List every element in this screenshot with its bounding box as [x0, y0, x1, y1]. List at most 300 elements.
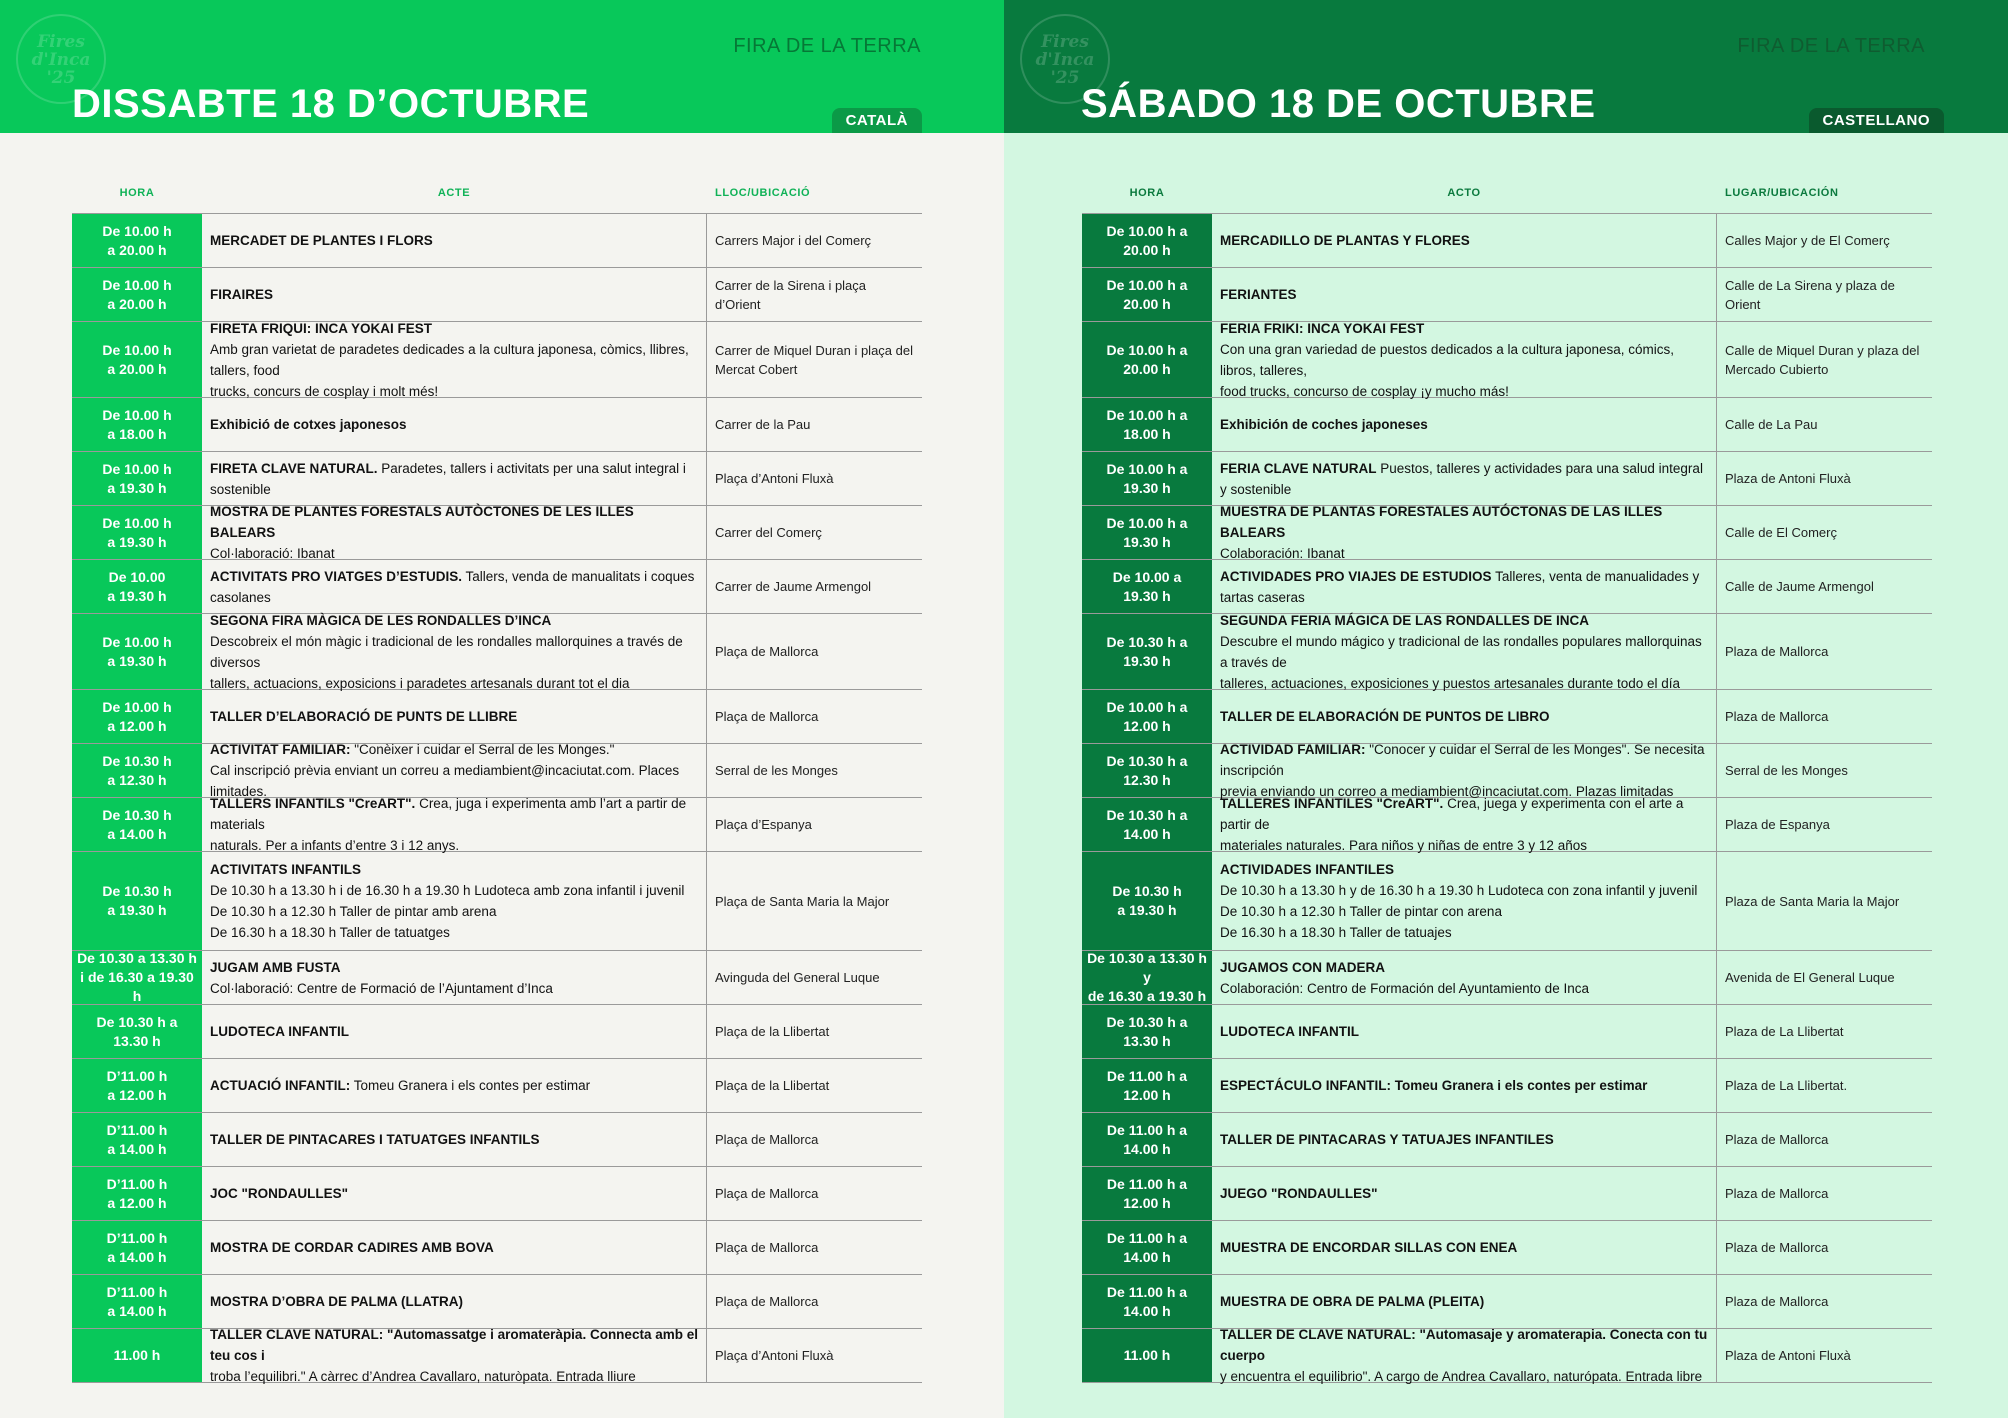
time-line: a 20.00 h: [107, 295, 167, 312]
event-first-line: [210, 957, 698, 978]
event-first-line: [210, 1237, 698, 1258]
table-header: [1082, 183, 1932, 214]
event-description: materiales naturales. Para niños y niñas de entre 3 y 12 años: [1220, 838, 1587, 853]
page-header: [1004, 0, 2008, 133]
place-cell: Plaza de Antoni Fluxà: [1725, 471, 1851, 486]
place-cell: Plaza de Antoni Fluxà: [1725, 1348, 1851, 1363]
table-row: [72, 1113, 922, 1167]
event-description: Colaboración: Ibanat: [1220, 546, 1345, 561]
event-description: Amb gran varietat de paradetes dedicades a la cultura japonesa, còmics, llibres, tallers, food: [210, 341, 689, 378]
event-first-line: [1220, 1021, 1708, 1042]
event-cell: [202, 744, 707, 797]
event-cell: [1212, 690, 1717, 743]
event-first-line: [1220, 1183, 1708, 1204]
event-description: Col·laboració: Ibanat: [210, 546, 335, 561]
time-text: [97, 1013, 178, 1051]
time-cell: [72, 798, 202, 851]
event-description: Con una gran variedad de puestos dedicados a la cultura japonesa, cómics, libros, talleres,: [1220, 341, 1675, 378]
event-first-line: [210, 566, 698, 608]
time-line: De 10.00: [108, 568, 166, 585]
event-title: ACTIVITATS PRO VIATGES D’ESTUDIS.: [210, 568, 463, 584]
time-line: De 10.00 h: [102, 514, 172, 531]
event-cell: [1212, 614, 1717, 689]
event-cell: [202, 852, 707, 950]
table-row: [1082, 452, 1932, 506]
time-line: de 16.30 a 19.30 h: [1087, 988, 1207, 1004]
table-row: [72, 214, 922, 268]
event-cell: [202, 1167, 707, 1220]
time-line: 14.00 h: [1123, 1248, 1171, 1265]
time-line: De 10.00 h a: [1106, 222, 1188, 239]
fair-name: FIRA DE LA TERRA: [733, 35, 921, 57]
event-first-line: [210, 1021, 698, 1042]
table-row: [1082, 1275, 1932, 1329]
time-line: De 10.00 h: [102, 460, 172, 477]
event-title: FIRETA CLAVE NATURAL.: [210, 460, 378, 476]
time-cell: [1082, 506, 1212, 559]
table-row: [72, 1059, 922, 1113]
event-cell: [1212, 798, 1717, 851]
place-cell: Serral de les Monges: [1725, 763, 1848, 778]
time-line: 11.00 h: [1123, 1347, 1171, 1363]
time-cell: [72, 614, 202, 689]
event-first-line: [210, 793, 698, 835]
event-cell: [202, 322, 707, 397]
time-cell: [1082, 1329, 1212, 1382]
page-title: DISSABTE 18 D’OCTUBRE: [72, 82, 590, 126]
event-cell: [1212, 506, 1717, 559]
page-title: SÁBADO 18 DE OCTUBRE: [1081, 82, 1596, 126]
event-first-line: [1220, 318, 1708, 339]
time-text: [102, 222, 171, 260]
time-text: [1124, 1346, 1171, 1365]
event-title: ACTUACIÓ INFANTIL:: [210, 1078, 351, 1093]
time-line: 14.00 h: [1123, 1140, 1171, 1157]
event-inline-description: Crea, juega y experimenta con el arte a partir de: [1220, 796, 1684, 832]
place-cell: Plaça de Mallorca: [715, 644, 819, 659]
event-title: TALLER D’ELABORACIÓ DE PUNTS DE LLIBRE: [210, 709, 518, 724]
place-cell: Carrer del Comerç: [715, 525, 822, 540]
time-line: De 10.30 h a: [1106, 633, 1188, 650]
time-line: De 10.30 a 13.30 h y: [1087, 950, 1207, 985]
fires-inca-logo: Fires d'Inca '25: [1020, 14, 1110, 104]
event-cell: [202, 214, 707, 267]
time-line: De 10.00 h a: [1106, 341, 1188, 358]
time-line: 11.00 h: [113, 1347, 161, 1363]
time-line: a 19.30 h: [107, 533, 167, 550]
event-first-line: [210, 739, 698, 760]
fair-name: FIRA DE LA TERRA: [1737, 35, 1925, 57]
place-cell: Plaça de Mallorca: [715, 1240, 819, 1255]
event-first-line: [210, 1291, 698, 1312]
time-cell: [1082, 322, 1212, 397]
time-line: 18.00 h: [1123, 425, 1171, 442]
event-title: TALLER DE CLAVE NATURAL: "Automasaje y aromaterapia. Conecta con tu cuerpo: [1220, 1327, 1708, 1363]
place-cell: Plaza de Mallorca: [1725, 709, 1829, 724]
event-first-line: [1220, 1324, 1708, 1366]
time-cell: [1082, 690, 1212, 743]
table-row: [1082, 268, 1932, 322]
event-cell: [202, 268, 707, 321]
table-row: [72, 268, 922, 322]
event-cell: [202, 398, 707, 451]
time-cell: [1082, 560, 1212, 613]
time-line: a 19.30 h: [107, 479, 167, 496]
time-line: D’11.00 h: [106, 1283, 168, 1300]
event-first-line: [210, 284, 698, 305]
event-cell: [202, 1059, 707, 1112]
table-row: [72, 506, 922, 560]
time-cell: [72, 744, 202, 797]
event-title: MUESTRA DE ENCORDAR SILLAS CON ENEA: [1220, 1240, 1518, 1255]
time-text: [102, 276, 171, 314]
event-inline-description: Paradetes, tallers i activitats per una salut integral i sostenible: [210, 460, 686, 497]
event-cell: [202, 614, 707, 689]
time-text: [107, 568, 166, 606]
table-row: [1082, 506, 1932, 560]
time-line: a 12.30 h: [107, 771, 167, 788]
time-cell: [72, 1221, 202, 1274]
event-first-line: [210, 1075, 698, 1096]
time-line: 12.30 h: [1123, 771, 1171, 788]
time-line: 12.00 h: [1123, 1086, 1171, 1103]
table-row: [1082, 398, 1932, 452]
event-title: JUGAM AMB FUSTA: [210, 959, 341, 975]
time-cell: [72, 1167, 202, 1220]
time-line: a 19.30 h: [107, 652, 167, 669]
table-row: [72, 322, 922, 398]
event-cell: [1212, 398, 1717, 451]
time-cell: [72, 506, 202, 559]
time-line: a 14.00 h: [107, 1140, 167, 1157]
time-text: [1107, 341, 1188, 379]
time-line: De 11.00 h a: [1106, 1229, 1188, 1246]
event-first-line: [210, 859, 698, 880]
time-cell: [1082, 398, 1212, 451]
event-first-line: [1220, 566, 1708, 608]
event-description: De 10.30 h a 12.30 h Taller de pintar amb arena: [210, 904, 497, 919]
time-text: [102, 406, 171, 444]
time-line: a 14.00 h: [107, 1248, 167, 1265]
place-cell: Plaza de Santa Maria la Major: [1725, 893, 1900, 909]
time-line: De 10.30 h a: [1106, 806, 1188, 823]
time-text: [1107, 406, 1188, 444]
time-cell: [1082, 452, 1212, 505]
event-cell: [1212, 1329, 1717, 1382]
event-title: FIRAIRES: [210, 287, 274, 302]
event-title: LUDOTECA INFANTIL: [1220, 1024, 1359, 1039]
event-first-line: [210, 1324, 698, 1366]
place-cell: Plaça d’Antoni Fluxà: [715, 471, 834, 486]
time-line: De 10.00 h: [102, 698, 172, 715]
event-first-line: [1220, 284, 1708, 305]
time-line: 20.00 h: [1123, 241, 1171, 258]
time-line: 20.00 h: [1123, 295, 1171, 312]
time-line: De 10.00 h a: [1106, 514, 1188, 531]
time-line: De 10.00 h: [102, 633, 172, 650]
event-cell: [1212, 560, 1717, 613]
event-cell: [1212, 1167, 1717, 1220]
event-first-line: [1220, 414, 1708, 435]
table-row: [1082, 1113, 1932, 1167]
time-text: [1107, 1013, 1188, 1051]
table-row: [72, 951, 922, 1005]
table-row: [1082, 690, 1932, 744]
time-line: D’11.00 h: [106, 1067, 168, 1084]
place-cell: Calle de Jaume Armengol: [1725, 579, 1874, 594]
event-cell: [202, 690, 707, 743]
time-text: [1107, 633, 1188, 671]
time-line: i de 16.30 a 19.30 h: [80, 969, 194, 1004]
place-cell: Serral de les Monges: [715, 763, 838, 778]
time-cell: [1082, 1059, 1212, 1112]
event-cell: [1212, 1059, 1717, 1112]
time-text: [1107, 276, 1188, 314]
event-first-line: [1220, 1237, 1708, 1258]
time-line: a 12.00 h: [107, 1086, 167, 1103]
time-line: a 19.30 h: [107, 587, 167, 604]
event-first-line: [1220, 1129, 1708, 1150]
place-cell: Plaza de Mallorca: [1725, 1240, 1829, 1255]
event-title: FIRETA FRIQUI: INCA YOKAI FEST: [210, 320, 432, 336]
event-title: JUGAMOS CON MADERA: [1220, 959, 1386, 975]
place-cell: Carrer de Jaume Armengol: [715, 579, 872, 594]
time-line: a 18.00 h: [107, 425, 167, 442]
schedule-rows: [72, 214, 922, 1383]
place-cell: Plaza de Mallorca: [1725, 1186, 1829, 1201]
event-title: ACTIVITATS INFANTILS: [210, 862, 361, 877]
time-line: De 10.30 h: [102, 806, 172, 823]
time-line: 19.30 h: [1123, 587, 1171, 604]
time-cell: [72, 1275, 202, 1328]
event-cell: [1212, 951, 1717, 1004]
column-header-time: HORA: [1129, 187, 1165, 199]
event-cell: [202, 1113, 707, 1166]
event-first-line: [210, 318, 698, 339]
event-description: De 16.30 h a 18.30 h Taller de tatuajes: [1220, 925, 1452, 940]
place-cell: Plaça de Mallorca: [715, 1294, 819, 1309]
event-description: Col·laboració: Centre de Formació de l’Ajuntament d’Inca: [210, 980, 553, 996]
event-cell: [202, 1221, 707, 1274]
time-text: [1086, 949, 1208, 1006]
event-title: ESPECTÁCULO INFANTIL: Tomeu Granera i els contes per estimar: [1220, 1078, 1648, 1093]
time-line: a 12.00 h: [107, 717, 167, 734]
event-title: TALLERS INFANTILS "CreART".: [210, 796, 416, 811]
time-text: [1107, 460, 1188, 498]
time-cell: [1082, 852, 1212, 950]
event-cell: [202, 506, 707, 559]
event-inline-description: Puestos, talleres y actividades para una salud integral y sostenible: [1220, 460, 1703, 497]
time-text: [1107, 514, 1188, 552]
time-text: [1107, 1121, 1187, 1159]
event-title: MERCADILLO DE PLANTAS Y FLORES: [1220, 233, 1470, 248]
time-line: De 10.30 h a: [1106, 752, 1188, 769]
event-description: De 10.30 h a 13.30 h y de 16.30 h a 19.30 h Ludoteca con zona infantil y juvenil: [1220, 883, 1698, 898]
event-title: LUDOTECA INFANTIL: [210, 1024, 349, 1039]
time-text: [102, 633, 171, 671]
event-description: De 10.30 h a 13.30 h i de 16.30 h a 19.30 h Ludoteca amb zona infantil i juvenil: [210, 883, 685, 898]
time-text: [1112, 882, 1181, 920]
place-cell: Plaça de Mallorca: [715, 709, 819, 724]
time-cell: [1082, 1005, 1212, 1058]
event-title: TALLER DE PINTACARAS Y TATUAJES INFANTILES: [1220, 1132, 1554, 1147]
column-header-place: LUGAR/UBICACIÓN: [1725, 187, 1839, 199]
event-cell: [1212, 214, 1717, 267]
table-row: [1082, 1167, 1932, 1221]
event-cell: [1212, 852, 1717, 950]
time-cell: [72, 852, 202, 950]
event-first-line: [1220, 1291, 1708, 1312]
event-title: MOSTRA D’OBRA DE PALMA (LLATRA): [210, 1294, 463, 1309]
event-title: ACTIVIDADES PRO VIAJES DE ESTUDIOS: [1220, 568, 1492, 584]
place-cell: Calle de El Comerç: [1725, 525, 1837, 540]
event-title: FERIA CLAVE NATURAL: [1220, 460, 1377, 476]
table-row: [72, 744, 922, 798]
time-cell: [1082, 744, 1212, 797]
time-cell: [72, 268, 202, 321]
event-first-line: [210, 414, 698, 435]
time-line: a 20.00 h: [107, 241, 167, 258]
event-first-line: [1220, 957, 1708, 978]
time-line: De 11.00 h a: [1106, 1175, 1188, 1192]
time-line: De 10.00 h: [102, 222, 172, 239]
event-inline-description: "Conèixer i cuidar el Serral de les Monges.": [350, 742, 615, 757]
time-cell: [1082, 1113, 1212, 1166]
time-line: De 10.00 h: [102, 341, 172, 358]
table-row: [1082, 852, 1932, 951]
event-title: TALLER DE PINTACARES I TATUATGES INFANTILS: [210, 1132, 540, 1147]
event-title: Exhibició de cotxes japonesos: [210, 417, 407, 432]
time-line: De 10.30 h a: [96, 1013, 178, 1030]
time-cell: [1082, 951, 1212, 1004]
place-cell: Plaça d’Espanya: [715, 817, 812, 832]
time-line: 12.00 h: [1123, 1194, 1171, 1211]
time-line: De 10.00 h: [102, 276, 172, 293]
table-row: [1082, 798, 1932, 852]
time-cell: [72, 1059, 202, 1112]
table-row: [1082, 614, 1932, 690]
event-first-line: [1220, 230, 1708, 251]
event-cell: [202, 1005, 707, 1058]
table-row: [1082, 1329, 1932, 1383]
time-line: D’11.00 h: [106, 1121, 168, 1138]
column-header-event: ACTO: [1447, 187, 1481, 199]
language-tab: CASTELLANO: [1809, 108, 1945, 133]
time-line: 12.00 h: [1123, 717, 1171, 734]
time-cell: [1082, 268, 1212, 321]
event-title: ACTIVITAT FAMILIAR:: [210, 742, 351, 757]
time-text: [1107, 1229, 1187, 1267]
place-cell: Avenida de El General Luque: [1725, 970, 1895, 985]
event-description: Colaboración: Centro de Formación del Ayuntamiento de Inca: [1220, 980, 1589, 996]
table-row: [72, 1005, 922, 1059]
event-inline-description: Crea, juga i experimenta amb l’art a partir de materials: [210, 796, 687, 832]
event-cell: [1212, 744, 1717, 797]
time-cell: [72, 1329, 202, 1382]
time-text: [102, 882, 171, 920]
place-cell: Plaça de Santa Maria la Major: [715, 893, 890, 909]
place-cell: Plaça d’Antoni Fluxà: [715, 1348, 834, 1363]
schedule-table: [72, 183, 922, 1383]
time-text: [107, 1121, 168, 1159]
time-cell: [72, 398, 202, 451]
event-description: talleres, actuaciones, exposiciones y puestos artesanales durante todo el día: [1220, 675, 1681, 691]
table-row: [72, 1329, 922, 1383]
event-description: trucks, concurs de cosplay i molt més!: [210, 383, 439, 399]
schedule-rows: [1082, 214, 1932, 1383]
place-cell: Carrer de Miquel Duran i plaça del Mercat Cobert: [715, 342, 913, 377]
time-line: De 10.30 a 13.30 h: [77, 950, 197, 966]
table-row: [1082, 1005, 1932, 1059]
event-first-line: [1220, 859, 1708, 880]
event-title: ACTIVIDAD FAMILIAR:: [1220, 742, 1366, 757]
column-header-time: HORA: [119, 187, 155, 199]
event-cell: [1212, 1275, 1717, 1328]
time-text: [102, 514, 171, 552]
event-first-line: [1220, 458, 1708, 500]
event-description: food trucks, concurso de cosplay ¡y mucho más!: [1220, 383, 1509, 399]
time-text: [1107, 222, 1188, 260]
event-cell: [1212, 1005, 1717, 1058]
event-description: De 10.30 h a 12.30 h Taller de pintar con arena: [1220, 904, 1502, 919]
time-cell: [72, 690, 202, 743]
table-row: [72, 560, 922, 614]
table-header: [72, 183, 922, 214]
fires-inca-logo: Fires d'Inca '25: [16, 14, 106, 104]
column-header-event: ACTE: [437, 187, 471, 199]
time-text: [1107, 1283, 1187, 1321]
event-cell: [1212, 1221, 1717, 1274]
time-cell: [1082, 798, 1212, 851]
place-cell: Avinguda del General Luque: [715, 970, 880, 985]
event-title: TALLER CLAVE NATURAL: "Automassatge i aromateràpia. Connecta amb el teu cos i: [210, 1327, 698, 1363]
time-line: 19.30 h: [1123, 533, 1171, 550]
time-cell: [72, 1005, 202, 1058]
event-title: MOSTRA DE CORDAR CADIRES AMB BOVA: [210, 1240, 494, 1255]
time-line: De 10.00 h a: [1106, 406, 1188, 423]
place-cell: Calles Major y de El Comerç: [1725, 233, 1890, 248]
time-line: De 10.00 h a: [1106, 460, 1188, 477]
time-cell: [1082, 1167, 1212, 1220]
place-cell: Plaça de la Llibertat: [715, 1078, 830, 1093]
place-cell: Plaza de Mallorca: [1725, 644, 1829, 659]
table-row: [72, 690, 922, 744]
time-line: De 10.30 h: [102, 883, 172, 899]
place-cell: Carrer de la Sirena i plaça d’Orient: [715, 277, 867, 312]
event-title: MUESTRA DE PLANTAS FORESTALES AUTÓCTONAS DE LAS ILLES BALEARS: [1220, 504, 1663, 540]
time-line: 14.00 h: [1123, 825, 1171, 842]
event-first-line: [1220, 610, 1708, 631]
place-cell: Plaza de Mallorca: [1725, 1294, 1829, 1309]
event-cell: [202, 951, 707, 1004]
page-castellano: [1004, 0, 2008, 1418]
table-row: [1082, 1221, 1932, 1275]
page-header: [0, 0, 1004, 133]
time-line: 20.00 h: [1123, 360, 1171, 377]
table-row: [72, 852, 922, 951]
event-description: naturals. Per a infants d’entre 3 i 12 anys.: [210, 838, 460, 853]
time-line: De 10.00 h a: [1106, 276, 1188, 293]
place-cell: Plaça de Mallorca: [715, 1132, 819, 1147]
event-cell: [1212, 268, 1717, 321]
time-text: [1107, 752, 1188, 790]
event-first-line: [210, 706, 698, 727]
event-cell: [202, 1329, 707, 1382]
table-row: [72, 1221, 922, 1275]
event-inline-description: Talleres, venta de manualidades y tartas caseras: [1220, 568, 1700, 605]
time-line: a 12.00 h: [107, 1194, 167, 1211]
time-line: a 14.00 h: [107, 825, 167, 842]
